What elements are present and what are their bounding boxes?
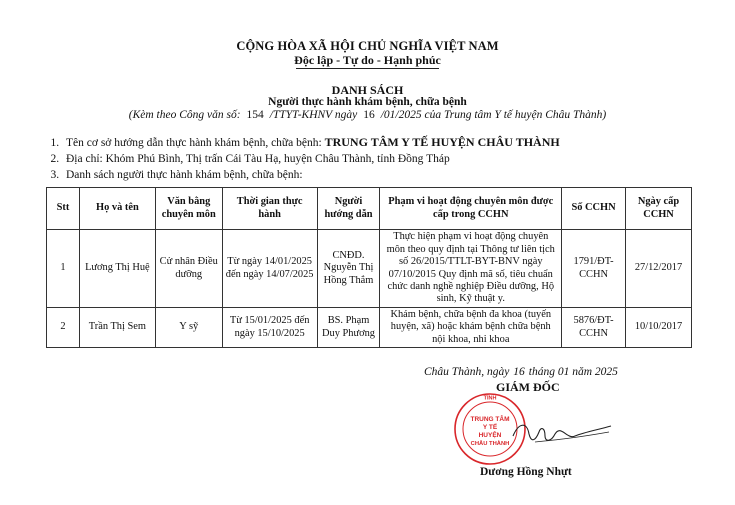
- header-stt: Stt: [47, 188, 80, 230]
- header-cert: Số CCHN: [562, 188, 626, 230]
- cell-issued: 10/10/2017: [625, 308, 691, 348]
- cell-name: Trần Thị Sem: [79, 308, 155, 348]
- reference-suffix: /01/2025 của Trung tâm Y tế huyện Châu Thành): [380, 109, 607, 121]
- cell-mentor: CNĐD. Nguyễn Thị Hồng Thắm: [317, 230, 380, 308]
- info-list: [44, 134, 702, 183]
- practitioner-table: [46, 187, 692, 348]
- header-period: Thời gian thực hành: [222, 188, 317, 230]
- cell-stt: 2: [47, 308, 80, 348]
- table-row: [47, 230, 692, 308]
- list-intro: Danh sách người thực hành khám bệnh, chữa bệnh:: [66, 169, 303, 181]
- cell-name: Lương Thị Huệ: [79, 230, 155, 308]
- motto-underline: [296, 68, 439, 69]
- national-motto: Độc lập - Tự do - Hạnh phúc: [294, 53, 441, 67]
- header-scope: Phạm vi hoạt động chuyên môn được cấp trong CCHN: [380, 188, 562, 230]
- svg-text:HUYỆN: HUYỆN: [478, 432, 502, 439]
- info-item-address: [62, 151, 702, 167]
- signing-date-prefix: Châu Thành, ngày: [424, 366, 510, 378]
- signing-date-suffix: tháng 01 năm 2025: [528, 366, 618, 378]
- cell-degree: Y sỹ: [155, 308, 222, 348]
- header-name: Họ và tên: [79, 188, 155, 230]
- document-title: DANH SÁCH: [331, 83, 404, 97]
- signing-date: [424, 366, 618, 378]
- national-title: CỘNG HÒA XÃ HỘI CHỦ NGHĨA VIỆT NAM: [236, 39, 499, 53]
- cell-mentor: BS. Phạm Duy Phương: [317, 308, 380, 348]
- reference-day: 16: [363, 109, 375, 121]
- cell-stt: 1: [47, 230, 80, 308]
- facility-name: TRUNG TÂM Y TẾ HUYỆN CHÂU THÀNH: [324, 135, 560, 149]
- table-header-row: [47, 188, 692, 230]
- signing-date-day: 16: [513, 366, 525, 378]
- svg-text:TỈNH: TỈNH: [483, 395, 497, 402]
- document-reference: [0, 109, 735, 121]
- reference-number: 154: [246, 109, 264, 121]
- cell-cert: 1791/ĐT-CCHN: [562, 230, 626, 308]
- handwritten-signature: [505, 412, 615, 452]
- cell-issued: 27/12/2017: [625, 230, 691, 308]
- signer-position: GIÁM ĐỐC: [496, 380, 560, 394]
- cell-scope: Khám bệnh, chữa bệnh đa khoa (tuyến huyện, xã) hoặc khám bệnh chữa bệnh nội khoa, nhi khoa: [380, 308, 562, 348]
- cell-period: Từ 15/01/2025 đến ngày 15/10/2025: [222, 308, 317, 348]
- info-item-facility: [62, 134, 702, 151]
- address-text: Địa chỉ: Khóm Phú Bình, Thị trấn Cái Tàu Hạ, huyện Châu Thành, tỉnh Đồng Tháp: [66, 153, 450, 165]
- svg-text:Y TẾ: Y TẾ: [482, 424, 498, 431]
- cell-cert: 5876/ĐT-CCHN: [562, 308, 626, 348]
- svg-text:CHÂU THÀNH: CHÂU THÀNH: [470, 441, 510, 447]
- header-issued: Ngày cấp CCHN: [625, 188, 691, 230]
- reference-code: /TTYT-KHNV ngày: [269, 109, 358, 121]
- facility-label: Tên cơ sở hướng dẫn thực hành khám bệnh, chữa bệnh:: [66, 137, 322, 149]
- svg-text:TRUNG TÂM: TRUNG TÂM: [470, 416, 510, 423]
- reference-prefix: (Kèm theo Công văn số:: [128, 109, 241, 121]
- cell-scope: Thực hiện phạm vi hoạt động chuyên môn theo quy định tại Thông tư liên tịch số 26/2015/TTLT-BYT-BNV ngày 07/10/2015 Quy định mã số, tiêu chuẩn chức danh nghề nghiệp Điều dưỡng, Hộ sinh, Kỹ thuật y.: [380, 230, 562, 308]
- header-mentor: Người hướng dẫn: [317, 188, 380, 230]
- cell-period: Từ ngày 14/01/2025 đến ngày 14/07/2025: [222, 230, 317, 308]
- table-row: [47, 308, 692, 348]
- header-degree: Văn bằng chuyên môn: [155, 188, 222, 230]
- signer-name: Dương Hồng Nhựt: [480, 466, 572, 478]
- info-item-list: [62, 167, 702, 183]
- cell-degree: Cử nhân Điều dưỡng: [155, 230, 222, 308]
- document-subtitle: Người thực hành khám bệnh, chữa bệnh: [268, 96, 467, 108]
